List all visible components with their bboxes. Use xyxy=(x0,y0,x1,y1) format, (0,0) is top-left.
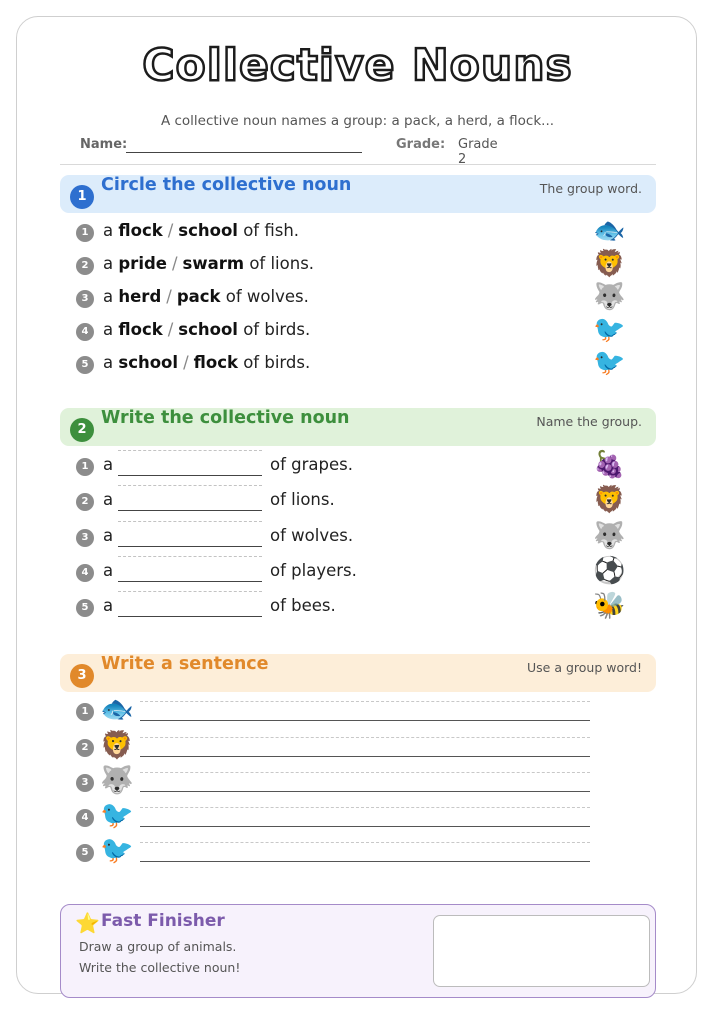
slash-separator: / xyxy=(167,320,174,339)
section-note: Name the group. xyxy=(536,414,642,429)
bee-icon: 🐝 xyxy=(593,591,626,621)
option-word[interactable]: flock xyxy=(118,320,163,339)
item-text xyxy=(103,254,314,273)
section-number: 2 xyxy=(70,418,94,442)
item-text xyxy=(103,287,309,306)
option-word[interactable]: flock xyxy=(118,221,163,240)
item-rest: of bees. xyxy=(270,596,336,615)
answer-blank[interactable] xyxy=(118,450,262,476)
sentence-item xyxy=(76,766,596,798)
name-input-line[interactable] xyxy=(126,152,362,153)
item-rest: of birds. xyxy=(243,353,311,372)
item-number: 2 xyxy=(76,739,94,757)
star-icon: ⭐ xyxy=(75,911,100,935)
grade-label: Grade: xyxy=(396,137,446,152)
lion-icon: 🦁 xyxy=(100,730,134,761)
write-item xyxy=(76,450,636,480)
section-heading: Circle the collective noun xyxy=(101,175,352,195)
answer-blank[interactable] xyxy=(118,485,262,511)
item-text xyxy=(103,353,310,372)
sentence-writing-line[interactable] xyxy=(140,842,590,862)
sentence-writing-line[interactable] xyxy=(140,701,590,721)
option-word[interactable]: pack xyxy=(176,287,221,306)
bird-icon: 🐦 xyxy=(100,835,134,866)
article: a xyxy=(103,455,114,474)
item-rest: of wolves. xyxy=(270,526,354,545)
write-item xyxy=(76,556,636,586)
article: a xyxy=(103,490,114,509)
circle-item xyxy=(76,216,636,246)
sentence-item xyxy=(76,836,596,868)
section-3-header xyxy=(60,654,656,692)
wolf-icon: 🐺 xyxy=(593,282,626,312)
fish-icon: 🐟 xyxy=(593,216,626,246)
item-rest: of wolves. xyxy=(225,287,309,306)
answer-blank[interactable] xyxy=(118,556,262,582)
article: a xyxy=(103,287,114,306)
article: a xyxy=(103,320,114,339)
item-number: 5 xyxy=(76,356,94,374)
circle-item xyxy=(76,315,636,345)
name-label: Name: xyxy=(80,137,128,152)
drawing-box[interactable] xyxy=(433,915,650,987)
item-number: 5 xyxy=(76,599,94,617)
article: a xyxy=(103,596,114,615)
item-rest: of players. xyxy=(270,561,357,580)
item-number: 5 xyxy=(76,844,94,862)
section-2-header xyxy=(60,408,656,446)
wolf-icon: 🐺 xyxy=(100,765,134,796)
bird-icon: 🐦 xyxy=(593,348,626,378)
section-1-header xyxy=(60,175,656,213)
bird-icon: 🐦 xyxy=(100,800,134,831)
article: a xyxy=(103,221,114,240)
article: a xyxy=(103,526,114,545)
article: a xyxy=(103,254,114,273)
section-number: 3 xyxy=(70,664,94,688)
fast-finisher-instruction: Write the collective noun! xyxy=(79,960,241,975)
section-note: The group word. xyxy=(539,181,642,196)
item-number: 3 xyxy=(76,290,94,308)
answer-blank[interactable] xyxy=(118,521,262,547)
grapes-icon: 🍇 xyxy=(593,450,626,480)
option-word[interactable]: school xyxy=(118,353,179,372)
item-rest: of grapes. xyxy=(270,455,353,474)
sentence-writing-line[interactable] xyxy=(140,772,590,792)
item-number: 4 xyxy=(76,809,94,827)
sentence-writing-line[interactable] xyxy=(140,737,590,757)
circle-item xyxy=(76,348,636,378)
lion-icon: 🦁 xyxy=(593,249,626,279)
item-number: 2 xyxy=(76,257,94,275)
item-number: 2 xyxy=(76,493,94,511)
write-item xyxy=(76,485,636,515)
option-word[interactable]: swarm xyxy=(182,254,245,273)
write-item xyxy=(76,521,636,551)
item-rest: of lions. xyxy=(270,490,335,509)
item-text xyxy=(103,221,299,240)
sentence-writing-line[interactable] xyxy=(140,807,590,827)
option-word[interactable]: pride xyxy=(118,254,167,273)
article: a xyxy=(103,353,114,372)
slash-separator: / xyxy=(171,254,178,273)
item-rest: of birds. xyxy=(243,320,311,339)
wolf-icon: 🐺 xyxy=(593,521,626,551)
fast-finisher-instruction: Draw a group of animals. xyxy=(79,939,237,954)
item-number: 1 xyxy=(76,703,94,721)
sentence-item xyxy=(76,731,596,763)
item-number: 3 xyxy=(76,529,94,547)
option-word[interactable]: herd xyxy=(118,287,162,306)
lion-icon: 🦁 xyxy=(593,485,626,515)
fast-finisher-box xyxy=(60,904,656,998)
slash-separator: / xyxy=(183,353,189,372)
section-note: Use a group word! xyxy=(527,660,642,675)
fast-finisher-heading: Fast Finisher xyxy=(101,911,225,931)
answer-blank[interactable] xyxy=(118,591,262,617)
page-title: Collective Nouns xyxy=(142,40,573,91)
grade-value: Grade 2 xyxy=(458,137,498,167)
write-item xyxy=(76,591,636,621)
item-rest: of lions. xyxy=(249,254,315,273)
option-word[interactable]: flock xyxy=(193,353,238,372)
item-number: 4 xyxy=(76,323,94,341)
circle-item xyxy=(76,282,636,312)
item-rest: of fish. xyxy=(243,221,300,240)
item-number: 1 xyxy=(76,458,94,476)
circle-item xyxy=(76,249,636,279)
slash-separator: / xyxy=(167,221,174,240)
item-number: 3 xyxy=(76,774,94,792)
item-text xyxy=(103,320,310,339)
section-heading: Write a sentence xyxy=(101,654,269,674)
option-word[interactable]: school xyxy=(178,221,238,240)
soccer-ball-icon: ⚽ xyxy=(593,556,626,586)
fish-icon: 🐟 xyxy=(100,694,134,725)
sentence-item xyxy=(76,801,596,833)
slash-separator: / xyxy=(166,287,172,306)
page-subtitle: A collective noun names a group: a pack, a herd, a flock... xyxy=(160,113,555,129)
option-word[interactable]: school xyxy=(178,320,238,339)
article: a xyxy=(103,561,114,580)
section-heading: Write the collective noun xyxy=(101,408,350,428)
section-number: 1 xyxy=(70,185,94,209)
header-divider xyxy=(60,164,656,165)
bird-icon: 🐦 xyxy=(593,315,626,345)
sentence-item xyxy=(76,695,596,727)
item-number: 4 xyxy=(76,564,94,582)
item-number: 1 xyxy=(76,224,94,242)
